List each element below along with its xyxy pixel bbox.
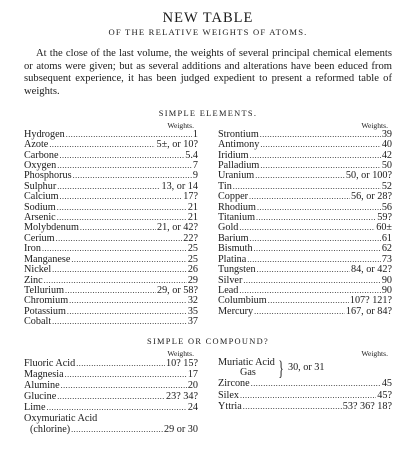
weights-label: Weights.: [361, 120, 388, 130]
element-weight: 61: [381, 232, 392, 244]
leader-dots: [69, 296, 187, 306]
weights-label: Weights.: [361, 348, 388, 358]
row-value: 30, or 31: [287, 361, 325, 373]
element-weight: 7: [192, 160, 198, 172]
element-name: Lead: [218, 284, 239, 296]
element-name: Silex: [218, 389, 239, 401]
element-name: Fluoric Acid: [24, 357, 76, 369]
element-name: Hydrogen: [24, 128, 65, 140]
leader-dots: [60, 151, 185, 161]
element-row: [218, 171, 392, 181]
compound-table: [24, 349, 392, 436]
element-name: Azote: [24, 139, 49, 151]
element-name: Uranium: [218, 170, 255, 182]
element-weight: 5±, or 10?: [156, 139, 198, 151]
intro-paragraph: At the close of the last volume, the weights of several principal chemical elements or atoms were given; but as several additions and alterations have been educed from subsequent experience, it has been judged expedient to present a reformed table of weights.: [24, 48, 392, 98]
leader-dots: [256, 213, 376, 223]
element-weight: 32: [187, 295, 198, 307]
element-name: Cobalt: [24, 316, 52, 328]
element-weight: 26: [187, 264, 198, 276]
element-name: Molybdenum: [24, 222, 79, 234]
element-name: Antimony: [218, 139, 260, 151]
element-weight: 84, or 42?: [350, 264, 392, 276]
leader-dots: [243, 276, 380, 286]
element-name: Chromium: [24, 295, 69, 307]
element-weight: 45: [381, 378, 392, 390]
element-weight: 5.4: [185, 149, 198, 161]
element-weight: 59?: [377, 212, 392, 224]
leader-dots: [80, 223, 156, 233]
element-weight: 21: [187, 212, 198, 224]
element-name: Alumine: [24, 379, 60, 391]
simple-or-compound-heading: SIMPLE OR COMPOUND?: [147, 336, 269, 346]
leader-dots: [57, 182, 160, 192]
element-row: [218, 390, 392, 401]
element-weight: 29, or 58?: [156, 284, 198, 296]
leader-dots: [251, 378, 381, 389]
element-row: [218, 213, 392, 223]
element-row: [24, 402, 198, 413]
element-weight: 23? 34?: [166, 391, 198, 403]
element-name: Iridium: [218, 149, 249, 161]
element-name: Calcium: [24, 191, 59, 203]
leader-dots: [71, 255, 186, 265]
oxymuriatic-row: [24, 424, 198, 435]
leader-dots: [57, 391, 165, 402]
element-row: [218, 401, 392, 412]
element-weight: 42: [381, 149, 392, 161]
leader-dots: [255, 171, 345, 181]
element-weight: 21: [187, 201, 198, 213]
leader-dots: [243, 401, 342, 412]
element-row: [24, 369, 198, 380]
leader-dots: [240, 390, 376, 401]
leader-dots: [47, 402, 187, 413]
leader-dots: [268, 296, 349, 306]
element-name: Magnesia: [24, 368, 64, 380]
element-name: Copper: [218, 191, 248, 203]
element-weight: 45?: [377, 389, 392, 401]
element-name: Sodium: [24, 201, 56, 213]
element-weight: 90: [381, 274, 392, 286]
leader-dots: [260, 130, 381, 140]
element-name: Strontium: [218, 128, 259, 140]
element-name: Arsenic: [24, 212, 56, 224]
leader-dots: [254, 307, 345, 317]
element-weight: 24: [187, 402, 198, 414]
compound-left-list: [24, 358, 198, 414]
leader-dots: [250, 151, 381, 161]
element-name: Manganese: [24, 253, 71, 265]
element-row: [24, 265, 198, 275]
element-name: Silver: [218, 274, 243, 286]
element-weight: 37: [187, 316, 198, 328]
leader-dots: [60, 192, 183, 202]
element-row: [218, 307, 392, 317]
element-name: Oxygen: [24, 160, 57, 172]
element-name: Gold: [218, 222, 239, 234]
simple-left-list: [24, 130, 198, 328]
element-name: Titanium: [218, 212, 255, 224]
element-weight: 56, or 28?: [350, 191, 392, 203]
element-weight: 10? 15?: [166, 357, 198, 369]
element-name: Yttria: [218, 400, 242, 412]
element-name: Cerium: [24, 232, 55, 244]
element-weight: 22?: [183, 232, 198, 244]
element-name: Zircone: [218, 378, 250, 390]
element-name: Rhodium: [218, 201, 256, 213]
element-row: [24, 234, 198, 244]
element-weight: 56: [381, 201, 392, 213]
page-title: NEW TABLE: [162, 10, 254, 26]
element-name: Barium: [218, 232, 249, 244]
element-name: Tellurium: [24, 284, 65, 296]
element-weight: 52: [381, 180, 392, 192]
element-weight: 50, or 100?: [345, 170, 392, 182]
simple-left-column: [24, 121, 198, 328]
leader-dots: [57, 161, 192, 171]
element-row: [24, 358, 198, 369]
leader-dots: [257, 203, 381, 213]
row-name: Muriatic Acid: [218, 356, 275, 368]
element-row: [218, 265, 392, 275]
element-weight: 107? 121?: [349, 295, 392, 307]
simple-right-column: [218, 121, 392, 328]
page-subtitle: OF THE RELATIVE WEIGHTS OF ATOMS.: [108, 27, 308, 37]
leader-dots: [57, 203, 187, 213]
leader-dots: [260, 140, 380, 150]
element-name: Columbium: [218, 295, 267, 307]
element-weight: 39: [381, 128, 392, 140]
oxymuriatic-name: Oxymuriatic Acid: [24, 412, 98, 424]
element-weight: 21, or 42?: [156, 222, 198, 234]
row-name: (chlorine): [30, 423, 71, 435]
element-name: Glucine: [24, 391, 57, 403]
element-row: [218, 276, 392, 286]
element-name: Iron: [24, 243, 41, 255]
element-weight: 17?: [183, 191, 198, 203]
element-weight: 62: [381, 243, 392, 255]
element-weight: 1: [192, 128, 198, 140]
element-name: Zinc: [24, 274, 43, 286]
element-name: Sulphur: [24, 180, 57, 192]
element-row: [24, 317, 198, 327]
element-weight: 17: [187, 368, 198, 380]
element-row: [218, 378, 392, 389]
leader-dots: [67, 307, 187, 317]
weights-label: Weights.: [167, 120, 194, 130]
leader-dots: [65, 286, 156, 296]
row-name-cont: Gas: [240, 366, 256, 378]
leader-dots: [249, 192, 350, 202]
element-weight: 25: [187, 253, 198, 265]
row-value: 29 or 30: [164, 423, 198, 435]
element-weight: 167, or 84?: [345, 305, 392, 317]
element-name: Tungsten: [218, 264, 256, 276]
leader-dots: [239, 223, 375, 233]
leader-dots: [52, 317, 187, 327]
element-weight: 29: [187, 274, 198, 286]
element-name: Potassium: [24, 305, 66, 317]
element-name: Carbone: [24, 149, 59, 161]
leader-dots: [257, 265, 350, 275]
weights-label: Weights.: [167, 348, 194, 358]
element-name: Palladium: [218, 160, 260, 172]
element-weight: 73: [381, 253, 392, 265]
leader-dots: [61, 380, 187, 391]
element-weight: 53? 36? 18?: [342, 400, 392, 412]
leader-dots: [71, 424, 163, 435]
simple-elements-table: [24, 121, 392, 328]
element-weight: 9: [192, 170, 198, 182]
element-weight: 20: [187, 379, 198, 391]
element-name: Mercury: [218, 305, 254, 317]
element-name: Bismuth: [218, 243, 253, 255]
simple-right-list: [218, 130, 392, 317]
leader-dots: [65, 369, 187, 380]
element-weight: 90: [381, 284, 392, 296]
simple-elements-heading: SIMPLE ELEMENTS.: [158, 108, 258, 118]
element-weight: 40: [381, 139, 392, 151]
leader-dots: [49, 140, 155, 150]
element-name: Nickel: [24, 264, 52, 276]
element-name: Platina: [218, 253, 247, 265]
element-row: [24, 391, 198, 402]
element-weight: 13, or 14: [161, 180, 198, 192]
element-row: [24, 380, 198, 391]
leader-dots: [76, 358, 165, 369]
leader-dots: [254, 244, 381, 254]
muriatic-acid-row: [218, 355, 392, 380]
element-weight: 60±: [376, 222, 392, 234]
leader-dots: [56, 234, 183, 244]
element-name: Tin: [218, 180, 232, 192]
element-name: Lime: [24, 402, 46, 414]
compound-right-column: [218, 349, 392, 436]
element-weight: 50: [381, 160, 392, 172]
element-name: Phosphorus: [24, 170, 72, 182]
element-weight: 25: [187, 243, 198, 255]
brace-glyph: }: [278, 355, 284, 380]
leader-dots: [52, 265, 187, 275]
compound-left-column: [24, 349, 198, 436]
compound-right-list: [218, 378, 392, 412]
element-weight: 35: [187, 305, 198, 317]
leader-dots: [250, 234, 381, 244]
